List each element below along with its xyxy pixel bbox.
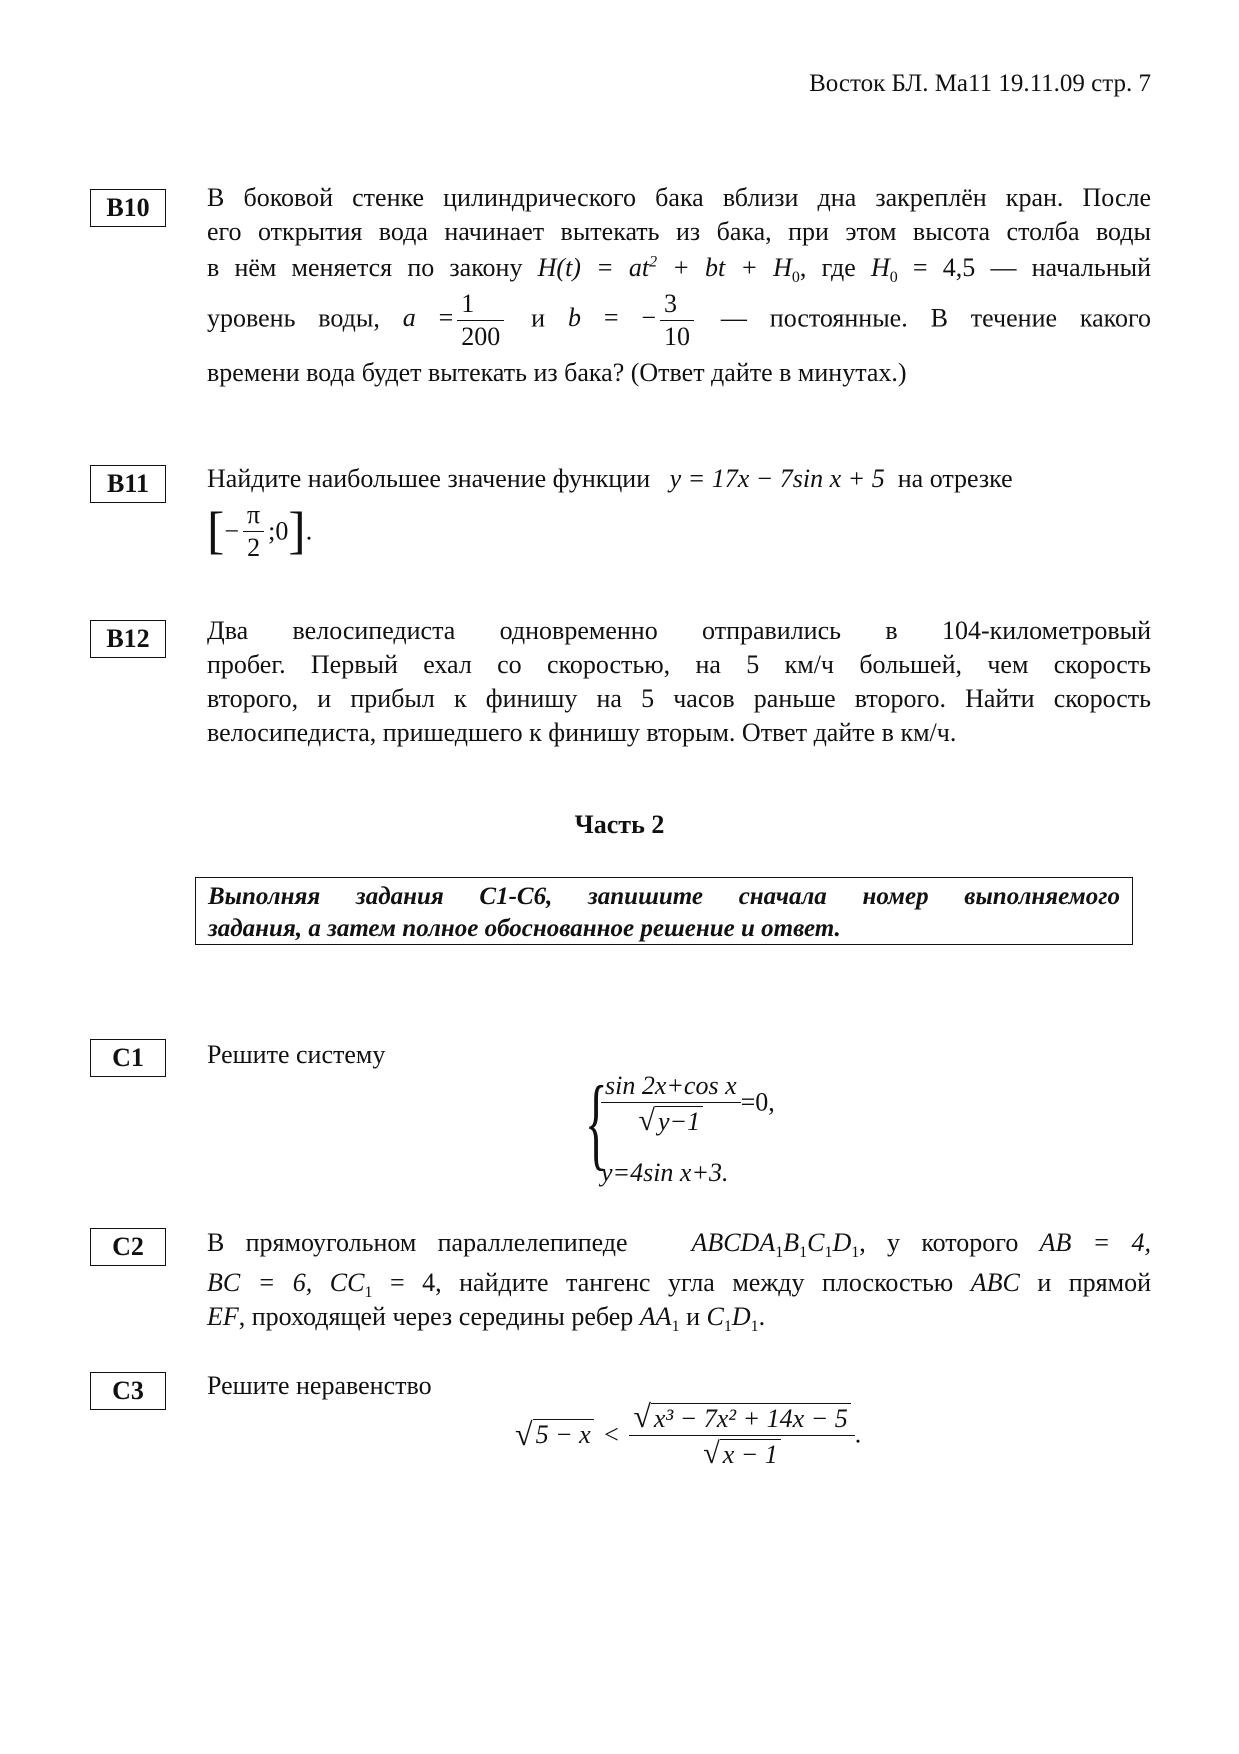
b12-line-2: пробег. Первый ехал со скоростью, на 5 км/ч большей, чем скорость	[207, 650, 1151, 679]
part-2-instructions: Выполняя задания С1-С6, запишите сначала номер выполняемого задания, а затем полное обоснованное решение и ответ.	[195, 877, 1133, 945]
task-b11-text: Найдите наибольшее значение функции y = 17x − 7sin x + 5 на отрезке [− $\frac{\pi}{2}$ ;0].	[207, 462, 1151, 561]
b10-line-4: уровень воды, a = $\frac{1}{200}$ и b = − $\frac{3}{10}$ — постоянные. В течение какого	[207, 289, 1152, 351]
c2-parallelepiped: $ABCDA_1B_1C_1D_1$	[691, 1228, 860, 1262]
task-c3-text: Решите неравенство	[207, 1371, 432, 1400]
b10-formula-a: a = $\frac{1}{200}$	[403, 303, 509, 332]
page-header: Восток БЛ. Ма11 19.11.09 стр. 7	[809, 70, 1151, 97]
task-c1-text: Решите систему	[207, 1040, 386, 1069]
part-2-title: Часть 2	[574, 810, 665, 839]
task-label-b10: B10	[90, 189, 166, 227]
c1-equation-2: y=4sin x+3.	[601, 1158, 729, 1187]
b12-line-4: велосипедиста, пришедшего к финишу вторым. Ответ дайте в км/ч.	[207, 718, 957, 747]
task-label-c3: C3	[90, 1372, 166, 1410]
c2-line-1: В прямоугольном параллелепипеде $ABCDA_1B_1C_1D_1$, у которого AB = 4,	[207, 1228, 1152, 1262]
b10-formula-h0: $H_0 = 4,5$	[870, 253, 976, 287]
b12-line-1: Два велосипедиста одновременно отправились в 104-километровый	[207, 616, 1151, 645]
c2-line-2: BC = 6, $CC_1 = 4$, найдите тангенс угла между плоскостью ABC и прямой	[207, 1268, 1151, 1302]
c1-equation-1: $\frac{\text{sin 2x+cos x}}{√ y-1}$ =0,	[601, 1073, 775, 1136]
b10-line-1: В боковой стенке цилиндрического бака вблизи дна закреплён кран. После	[207, 183, 1151, 212]
b10-formula-b: b = − $\frac{3}{10}$	[568, 303, 698, 332]
c2-line-3: EF, проходящей через середины ребер $AA_1$ и $C_1D_1$.	[207, 1302, 766, 1336]
c3-inequality: √ 5 − x < $\frac{\text{√ x³ − 7x² + 14x − 5}}{√ x - 1}$ .	[515, 1398, 862, 1470]
task-b12-text	[207, 614, 1151, 750]
b12-line-3: второго, и прибыл к финишу на 5 часов раньше второго. Найти скорость	[207, 684, 1151, 713]
task-label-c2: C2	[90, 1228, 166, 1266]
b10-line-2: его открытия вода начинает вытекать из бака, при этом высота столба воды	[207, 217, 1151, 246]
b10-line-5: времени вода будет вытекать из бака? (Ответ дайте в минутах.)	[207, 358, 907, 387]
task-label-b12: B12	[90, 620, 166, 658]
task-c2-text	[207, 1226, 1151, 1334]
b11-function: y = 17x − 7sin x + 5	[669, 464, 885, 493]
task-label-c1: C1	[90, 1039, 166, 1077]
b11-interval: [− $\frac{\pi}{2}$ ;0].	[207, 500, 313, 562]
c1-system: { $\frac{\text{sin 2x+cos x}}{√ y-1}$ =0, y=4sin x+3.	[585, 1065, 775, 1187]
b10-formula-h: $H(t) = at^2$ + bt + $H_0$	[537, 253, 800, 287]
task-b10-text	[207, 181, 1151, 390]
task-label-b11: B11	[90, 465, 166, 503]
b10-line-3: в нём меняется по закону $H(t) = at^2$ + bt + $H_0$, где $H_0 = 4,5$ — начальный	[207, 253, 1152, 287]
